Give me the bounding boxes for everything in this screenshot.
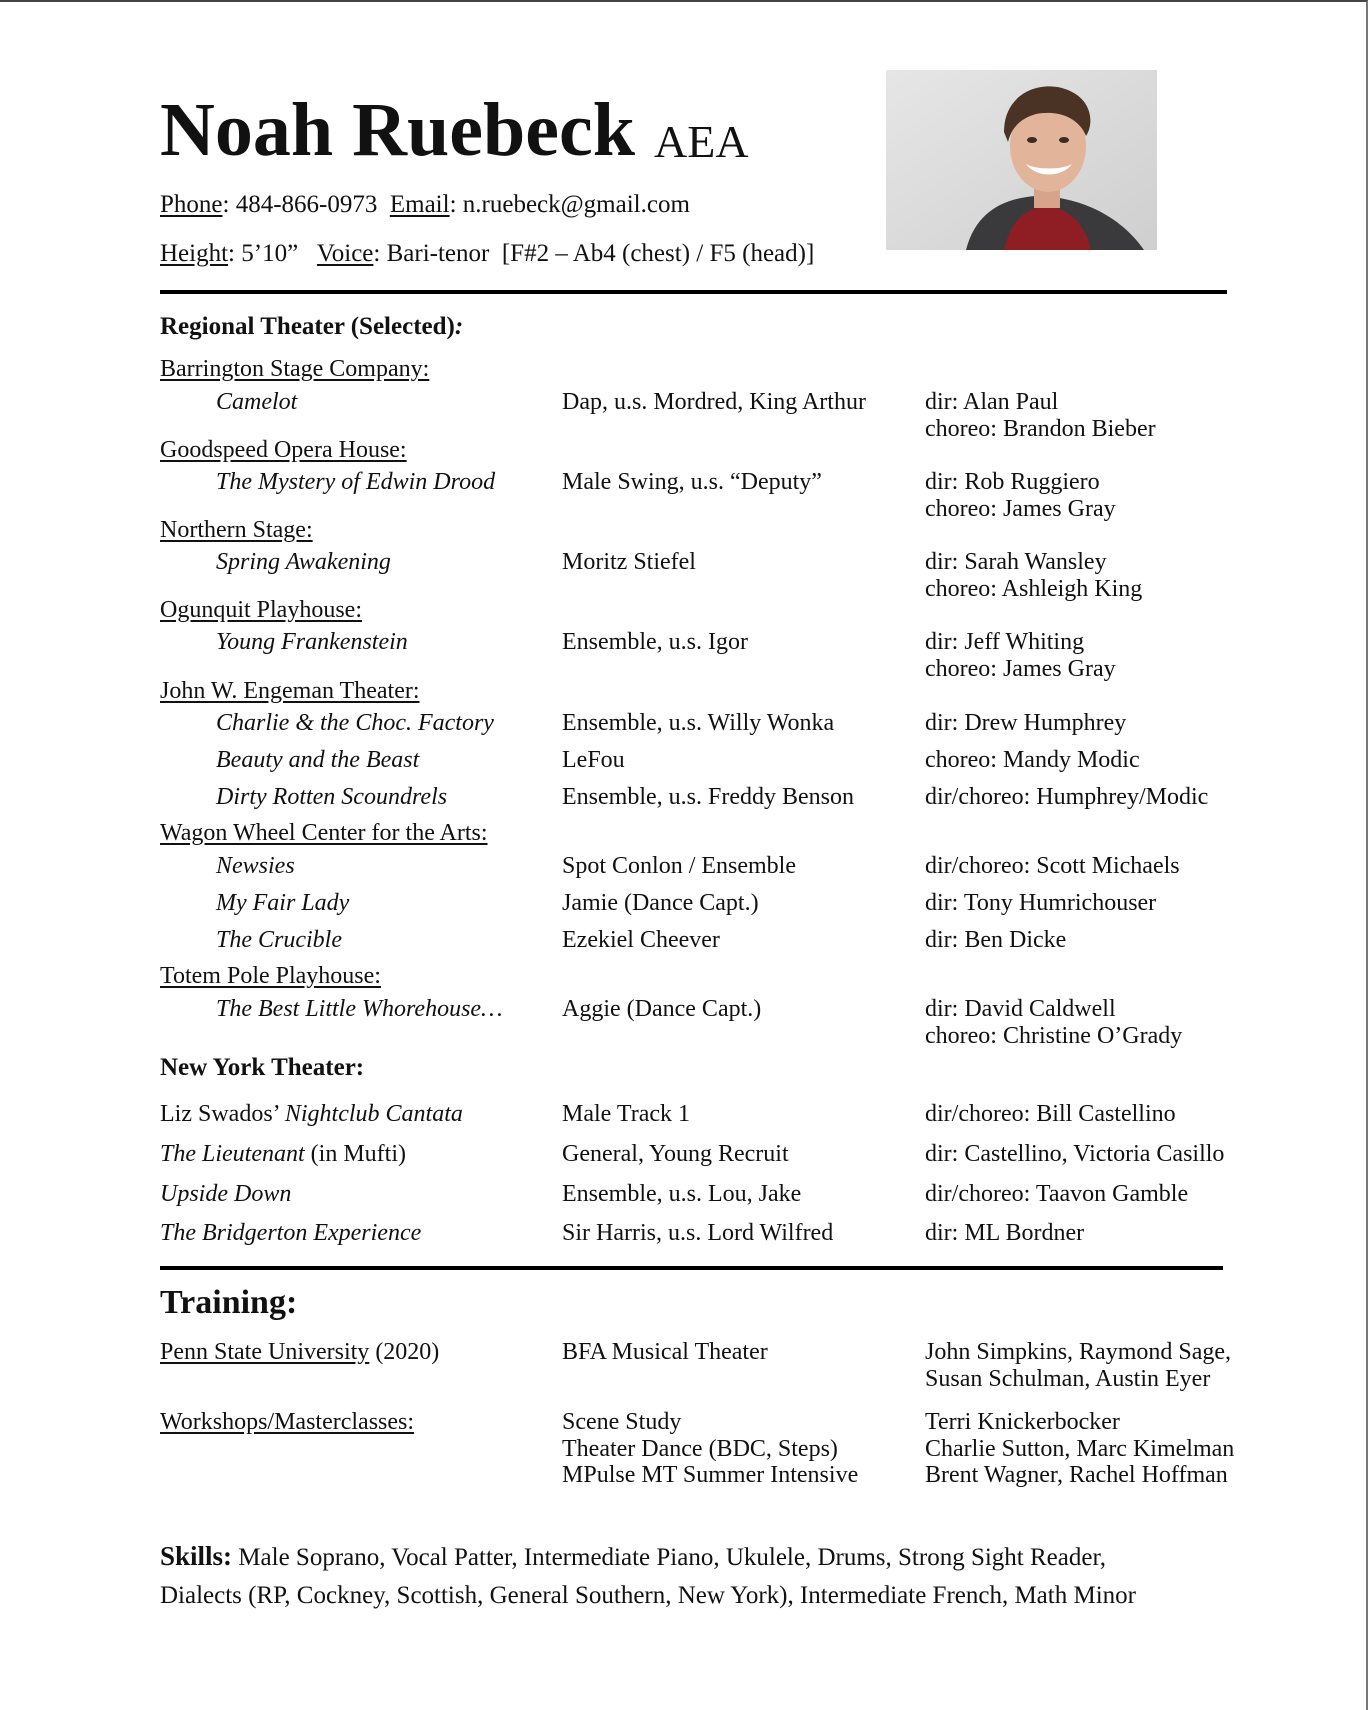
- show-director: dir/choreo: Scott Michaels: [925, 853, 1180, 879]
- show-title: Spring Awakening: [216, 549, 391, 575]
- ny-show-role: Male Track 1: [562, 1101, 690, 1127]
- skills-text: Male Soprano, Vocal Patter, Intermediate Piano, Ukulele, Drums, Strong Sight Reader,: [238, 1544, 1107, 1571]
- show-role: Ensemble, u.s. Freddy Benson: [562, 784, 854, 810]
- company-wagon-wheel: Wagon Wheel Center for the Arts:: [160, 820, 488, 846]
- show-choreographer: choreo: James Gray: [925, 496, 1116, 522]
- show-role: Aggie (Dance Capt.): [562, 996, 762, 1022]
- workshops-label: Workshops/Masterclasses:: [160, 1409, 415, 1435]
- show-role: Male Swing, u.s. “Deputy”: [562, 469, 822, 495]
- skills-line-1: [160, 1541, 1106, 1572]
- company-totem-pole: Totem Pole Playhouse:: [160, 963, 381, 989]
- show-role: Moritz Stiefel: [562, 549, 696, 575]
- workshop-teacher: Brent Wagner, Rachel Hoffman: [925, 1462, 1228, 1488]
- ny-show-credit: dir: Castellino, Victoria Casillo: [925, 1141, 1225, 1167]
- union-affiliation: AEA: [654, 116, 749, 167]
- show-role: Ensemble, u.s. Igor: [562, 629, 748, 655]
- show-director: dir: Alan Paul: [925, 389, 1059, 415]
- company-goodspeed: Goodspeed Opera House:: [160, 437, 407, 463]
- show-role: Dap, u.s. Mordred, King Arthur: [562, 389, 866, 415]
- show-director: dir: Drew Humphrey: [925, 710, 1127, 736]
- show-role: LeFou: [562, 747, 625, 773]
- training-heading: Training:: [160, 1284, 298, 1321]
- ny-show-role: Ensemble, u.s. Lou, Jake: [562, 1181, 802, 1207]
- ny-show-role: Sir Harris, u.s. Lord Wilfred: [562, 1220, 834, 1246]
- header-divider: [160, 290, 1227, 294]
- ny-show-title: The Lieutenant (in Mufti): [160, 1141, 406, 1167]
- show-choreographer: choreo: James Gray: [925, 656, 1116, 682]
- training-teachers: Susan Schulman, Austin Eyer: [925, 1366, 1211, 1392]
- show-choreographer: choreo: Christine O’Grady: [925, 1023, 1183, 1049]
- show-choreographer: choreo: Brandon Bieber: [925, 416, 1156, 442]
- show-director: dir: Sarah Wansley: [925, 549, 1107, 575]
- workshop-item: Theater Dance (BDC, Steps): [562, 1436, 838, 1462]
- show-title: Camelot: [216, 389, 298, 415]
- ny-show-role: General, Young Recruit: [562, 1141, 789, 1167]
- show-title: The Crucible: [216, 927, 342, 953]
- ny-show-credit: dir: ML Bordner: [925, 1220, 1085, 1246]
- phone-label: Phone: [160, 191, 223, 218]
- email-address: n.ruebeck@gmail.com: [462, 191, 690, 218]
- headshot-photo: [886, 70, 1157, 250]
- ny-show-credit: dir/choreo: Taavon Gamble: [925, 1181, 1189, 1207]
- actor-name: Noah Ruebeck: [160, 88, 636, 172]
- training-degree: BFA Musical Theater: [562, 1339, 768, 1365]
- company-northern-stage: Northern Stage:: [160, 517, 313, 543]
- show-choreographer: choreo: Mandy Modic: [925, 747, 1140, 773]
- show-title: Dirty Rotten Scoundrels: [216, 784, 448, 810]
- workshop-item: Scene Study: [562, 1409, 682, 1435]
- training-divider: [160, 1266, 1223, 1270]
- training-school: Penn State University (2020): [160, 1339, 440, 1365]
- workshop-item: MPulse MT Summer Intensive: [562, 1462, 859, 1488]
- height-label: Height: [160, 240, 229, 267]
- show-director: dir: David Caldwell: [925, 996, 1116, 1022]
- show-title: Newsies: [216, 853, 295, 879]
- voice-label: Voice: [316, 240, 374, 267]
- show-title: Charlie & the Choc. Factory: [216, 710, 494, 736]
- show-director: dir/choreo: Humphrey/Modic: [925, 784, 1209, 810]
- show-role: Jamie (Dance Capt.): [562, 890, 759, 916]
- show-title: The Mystery of Edwin Drood: [216, 469, 496, 495]
- show-title: Young Frankenstein: [216, 629, 408, 655]
- phone-number: 484-866-0973: [235, 191, 378, 218]
- voice-value: Bari-tenor [F#2 – Ab4 (chest) / F5 (head)]: [386, 240, 815, 267]
- workshop-teacher: Charlie Sutton, Marc Kimelman: [925, 1436, 1235, 1462]
- show-title: My Fair Lady: [216, 890, 350, 916]
- stats-line: Height: 5’10” Voice: Bari-tenor [F#2 – Ab4 (chest) / F5 (head)]: [160, 240, 815, 267]
- show-role: Spot Conlon / Ensemble: [562, 853, 796, 879]
- training-teachers: John Simpkins, Raymond Sage,: [925, 1339, 1232, 1365]
- show-title: The Best Little Whorehouse…: [216, 996, 503, 1022]
- show-role: Ezekiel Cheever: [562, 927, 720, 953]
- show-title: Beauty and the Beast: [216, 747, 420, 773]
- headshot-illustration: [886, 70, 1157, 250]
- workshop-teacher: Terri Knickerbocker: [925, 1409, 1120, 1435]
- ny-show-title: The Bridgerton Experience: [160, 1220, 422, 1246]
- new-york-theater-heading: New York Theater:: [160, 1054, 365, 1081]
- email-label: Email: [389, 191, 450, 218]
- company-barrington: Barrington Stage Company:: [160, 356, 430, 382]
- skills-label: Skills:: [160, 1541, 233, 1571]
- company-engeman: John W. Engeman Theater:: [160, 678, 420, 704]
- ny-show-title: Liz Swados’ Nightclub Cantata: [160, 1101, 463, 1127]
- ny-show-title: Upside Down: [160, 1181, 292, 1207]
- ny-show-credit: dir/choreo: Bill Castellino: [925, 1101, 1176, 1127]
- skills-line-2: Dialects (RP, Cockney, Scottish, General Southern, New York), Intermediate French, Math Minor: [160, 1582, 1136, 1609]
- show-choreographer: choreo: Ashleigh King: [925, 576, 1143, 602]
- regional-theater-heading: Regional Theater (Selected):: [160, 313, 464, 340]
- show-director: dir: Jeff Whiting: [925, 629, 1085, 655]
- show-director: dir: Tony Humrichouser: [925, 890, 1157, 916]
- company-ogunquit: Ogunquit Playhouse:: [160, 597, 362, 623]
- show-director: dir: Rob Ruggiero: [925, 469, 1100, 495]
- contact-line: Phone: 484-866-0973 Email: n.ruebeck@gmail.com: [160, 191, 690, 218]
- show-role: Ensemble, u.s. Willy Wonka: [562, 710, 835, 736]
- show-director: dir: Ben Dicke: [925, 927, 1067, 953]
- height-value: 5’10”: [241, 240, 299, 267]
